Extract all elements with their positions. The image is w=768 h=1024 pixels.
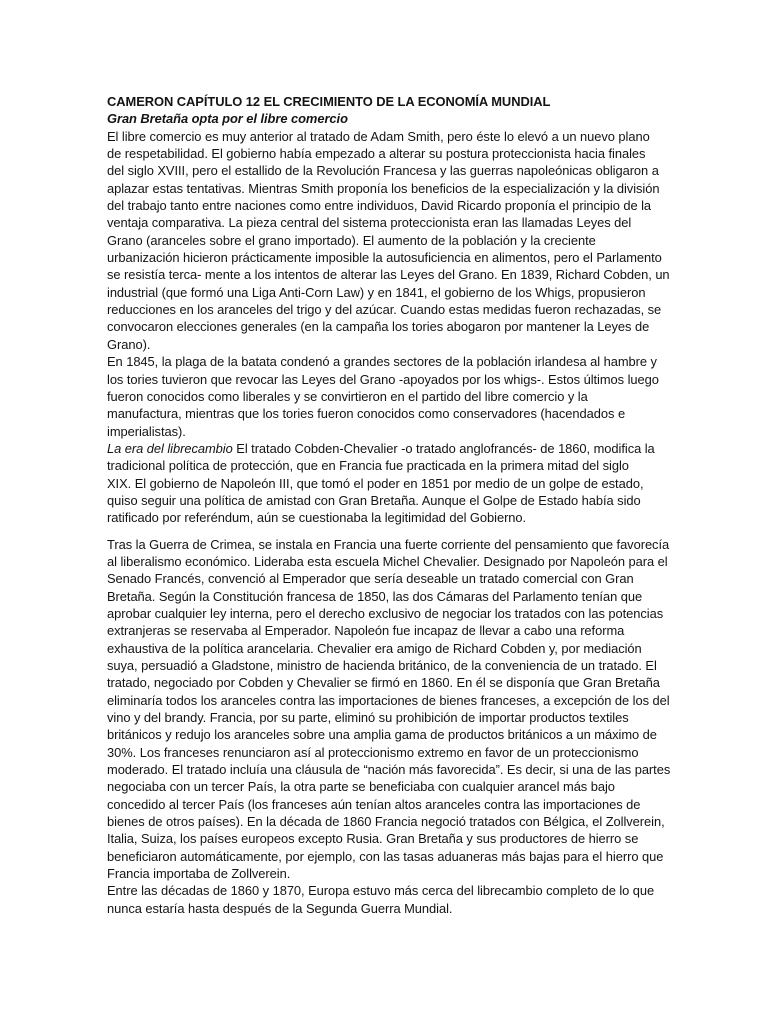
text-line: concedido al tercer País (los franceses aún tenían altos aranceles contra las importaciones de [107, 796, 641, 812]
text-line: En 1845, la plaga de la batata condenó a grandes sectores de la población irlandesa al hambre y [107, 354, 657, 370]
paragraph-1 [107, 128, 670, 353]
text-line: al liberalismo económico. Lideraba esta escuela Michel Chevalier. Designado por Napoleón para el [107, 553, 668, 569]
text-line: vino y del brandy. Francia, por su parte, eliminó su prohibición de importar productos textiles [107, 710, 629, 726]
section-heading-libre-comercio: Gran Bretaña opta por el libre comercio [107, 111, 348, 127]
document-page [107, 93, 671, 917]
text-line: Grano). [107, 336, 151, 352]
text-line: exhaustiva de la política arancelaria. Chevalier era amigo de Richard Cobden y, por mediación [107, 640, 642, 656]
text-line: ratificado por referéndum, aún se cuestionaba la legitimidad del Gobierno. [107, 510, 527, 526]
text-line: Francia importaba de Zollverein. [107, 866, 291, 882]
text-line: los tories tuvieron que revocar las Leyes del Grano -apoyados por los whigs-. Estos últimos luego [107, 371, 659, 387]
text-line: británicos y redujo los aranceles sobre una amplia gama de productos británicos a un máximo de [107, 727, 657, 743]
text-line: Grano (aranceles sobre el grano importado). El aumento de la población y la creciente [107, 232, 596, 248]
text-line: extranjeras se reservaba al Emperador. Napoleón fue incapaz de llevar a cabo una reforma [107, 623, 625, 639]
text-line: eliminaría todos los aranceles contra las importaciones de bienes franceses, a excepción de los del [107, 692, 670, 708]
text-line: Bretaña. Según la Constitución francesa de 1850, las dos Cámaras del Parlamento tenían que [107, 588, 643, 604]
text-line: manufactura, mientras que los tories fueron conocidos como conservadores (hacendados e [107, 406, 626, 422]
text-line [107, 440, 667, 457]
text-line: suya, persuadió a Gladstone, ministro de hacienda británico, de la conveniencia de un tratado. El [107, 658, 657, 673]
text-line: Senado Francés, convenció al Emperador que sería deseable un tratado comercial con Gran [107, 571, 634, 587]
text-line-rest: El tratado Cobden-Chevalier -o tratado anglofrancés- de 1860, modifica la [232, 440, 655, 456]
section-heading-era-librecambio: La era del librecambio [107, 440, 233, 456]
text-line: beneficiaron automáticamente, por ejemplo, con las tasas aduaneras más bajas para el hierro que [107, 848, 664, 864]
text-line: aplazar estas tentativas. Mientras Smith proponía los beneficios de la especialización y la división [107, 180, 660, 196]
text-line: 30%. Los franceses renunciaron así al proteccionismo extremo en favor de un proteccionismo [107, 744, 639, 760]
text-line: XIX. El gobierno de Napoleón III, que tomó el poder en 1851 por medio de un golpe de estado, [107, 475, 644, 491]
paragraph-gap [107, 527, 667, 536]
text-line: tradicional política de protección, que en Francia fue practicada en la primera mitad del siglo [107, 458, 629, 474]
text-line: bienes de otros países). En la década de 1860 Francia negoció tratados con Bélgica, el Zollverein, [107, 814, 665, 830]
paragraph-5 [107, 882, 667, 917]
text-line: de respetabilidad. El gobierno había empezado a alterar su postura proteccionista hacia finales [107, 146, 646, 162]
text-line: imperialistas). [107, 423, 186, 439]
text-line: nunca estaría hasta después de la Segunda Guerra Mundial. [107, 900, 453, 916]
text-line: negociaba con un tercer País, la otra parte se beneficiaba con cualquier arancel más bajo [107, 779, 615, 795]
document-title: CAMERON CAPÍTULO 12 EL CRECIMIENTO DE LA ECONOMÍA MUNDIAL [107, 94, 551, 109]
paragraph-3 [107, 440, 667, 527]
text-line: Italia, Suiza, los países europeos excepto Rusia. Gran Bretaña y sus productores de hierro se [107, 831, 639, 847]
paragraph-2 [107, 353, 667, 440]
text-line: moderado. El tratado incluía una cláusula de “nación más favorecida”. Es decir, si una de las partes [107, 762, 671, 778]
paragraph-4 [107, 536, 671, 883]
text-line: del siglo XVIII, pero el estallido de la Revolución Francesa y las guerras napoleónicas obligaron a [107, 163, 659, 179]
text-line: quiso seguir una política de amistad con Gran Bretaña. Aunque el Golpe de Estado había sido [107, 492, 641, 508]
text-line: reducciones en los aranceles del trigo y del azúcar. Cuando estas medidas fueron rechazadas, se [107, 302, 662, 318]
text-line: fueron conocidos como liberales y se convirtieron en el partido del libre comercio y la [107, 388, 588, 404]
text-line: se resistía terca- mente a los intentos de alterar las Leyes del Grano. En 1839, Richard Cobden, un [107, 267, 670, 283]
text-line: tratado, negociado por Cobden y Chevalier se firmó en 1860. En él se disponía que Gran Bretaña [107, 675, 660, 691]
text-line: Tras la Guerra de Crimea, se instala en Francia una fuerte corriente del pensamiento que favorecía [107, 536, 670, 552]
text-line: convocaron elecciones generales (en la campaña los tories abogaron por mantener la Leyes de [107, 319, 650, 335]
text-line: aprobar cualquier ley interna, pero el derecho exclusivo de negociar los tratados con las potencias [107, 605, 664, 621]
text-line: urbanización hicieron prácticamente imposible la autosuficiencia en alimentos, pero el Parlamento [107, 250, 662, 266]
text-line: El libre comercio es muy anterior al tratado de Adam Smith, pero éste lo elevó a un nuevo plano [107, 128, 650, 144]
text-line: ventaja comparativa. La pieza central del sistema proteccionista eran las llamadas Leyes del [107, 215, 632, 231]
text-line: del trabajo tanto entre naciones como entre individuos, David Ricardo proponía el principio de la [107, 198, 652, 214]
text-line: Entre las décadas de 1860 y 1870, Europa estuvo más cerca del librecambio completo de lo que [107, 883, 655, 899]
text-line: industrial (que formó una Liga Anti-Corn Law) y en 1841, el gobierno de los Whigs, propusieron [107, 284, 646, 300]
